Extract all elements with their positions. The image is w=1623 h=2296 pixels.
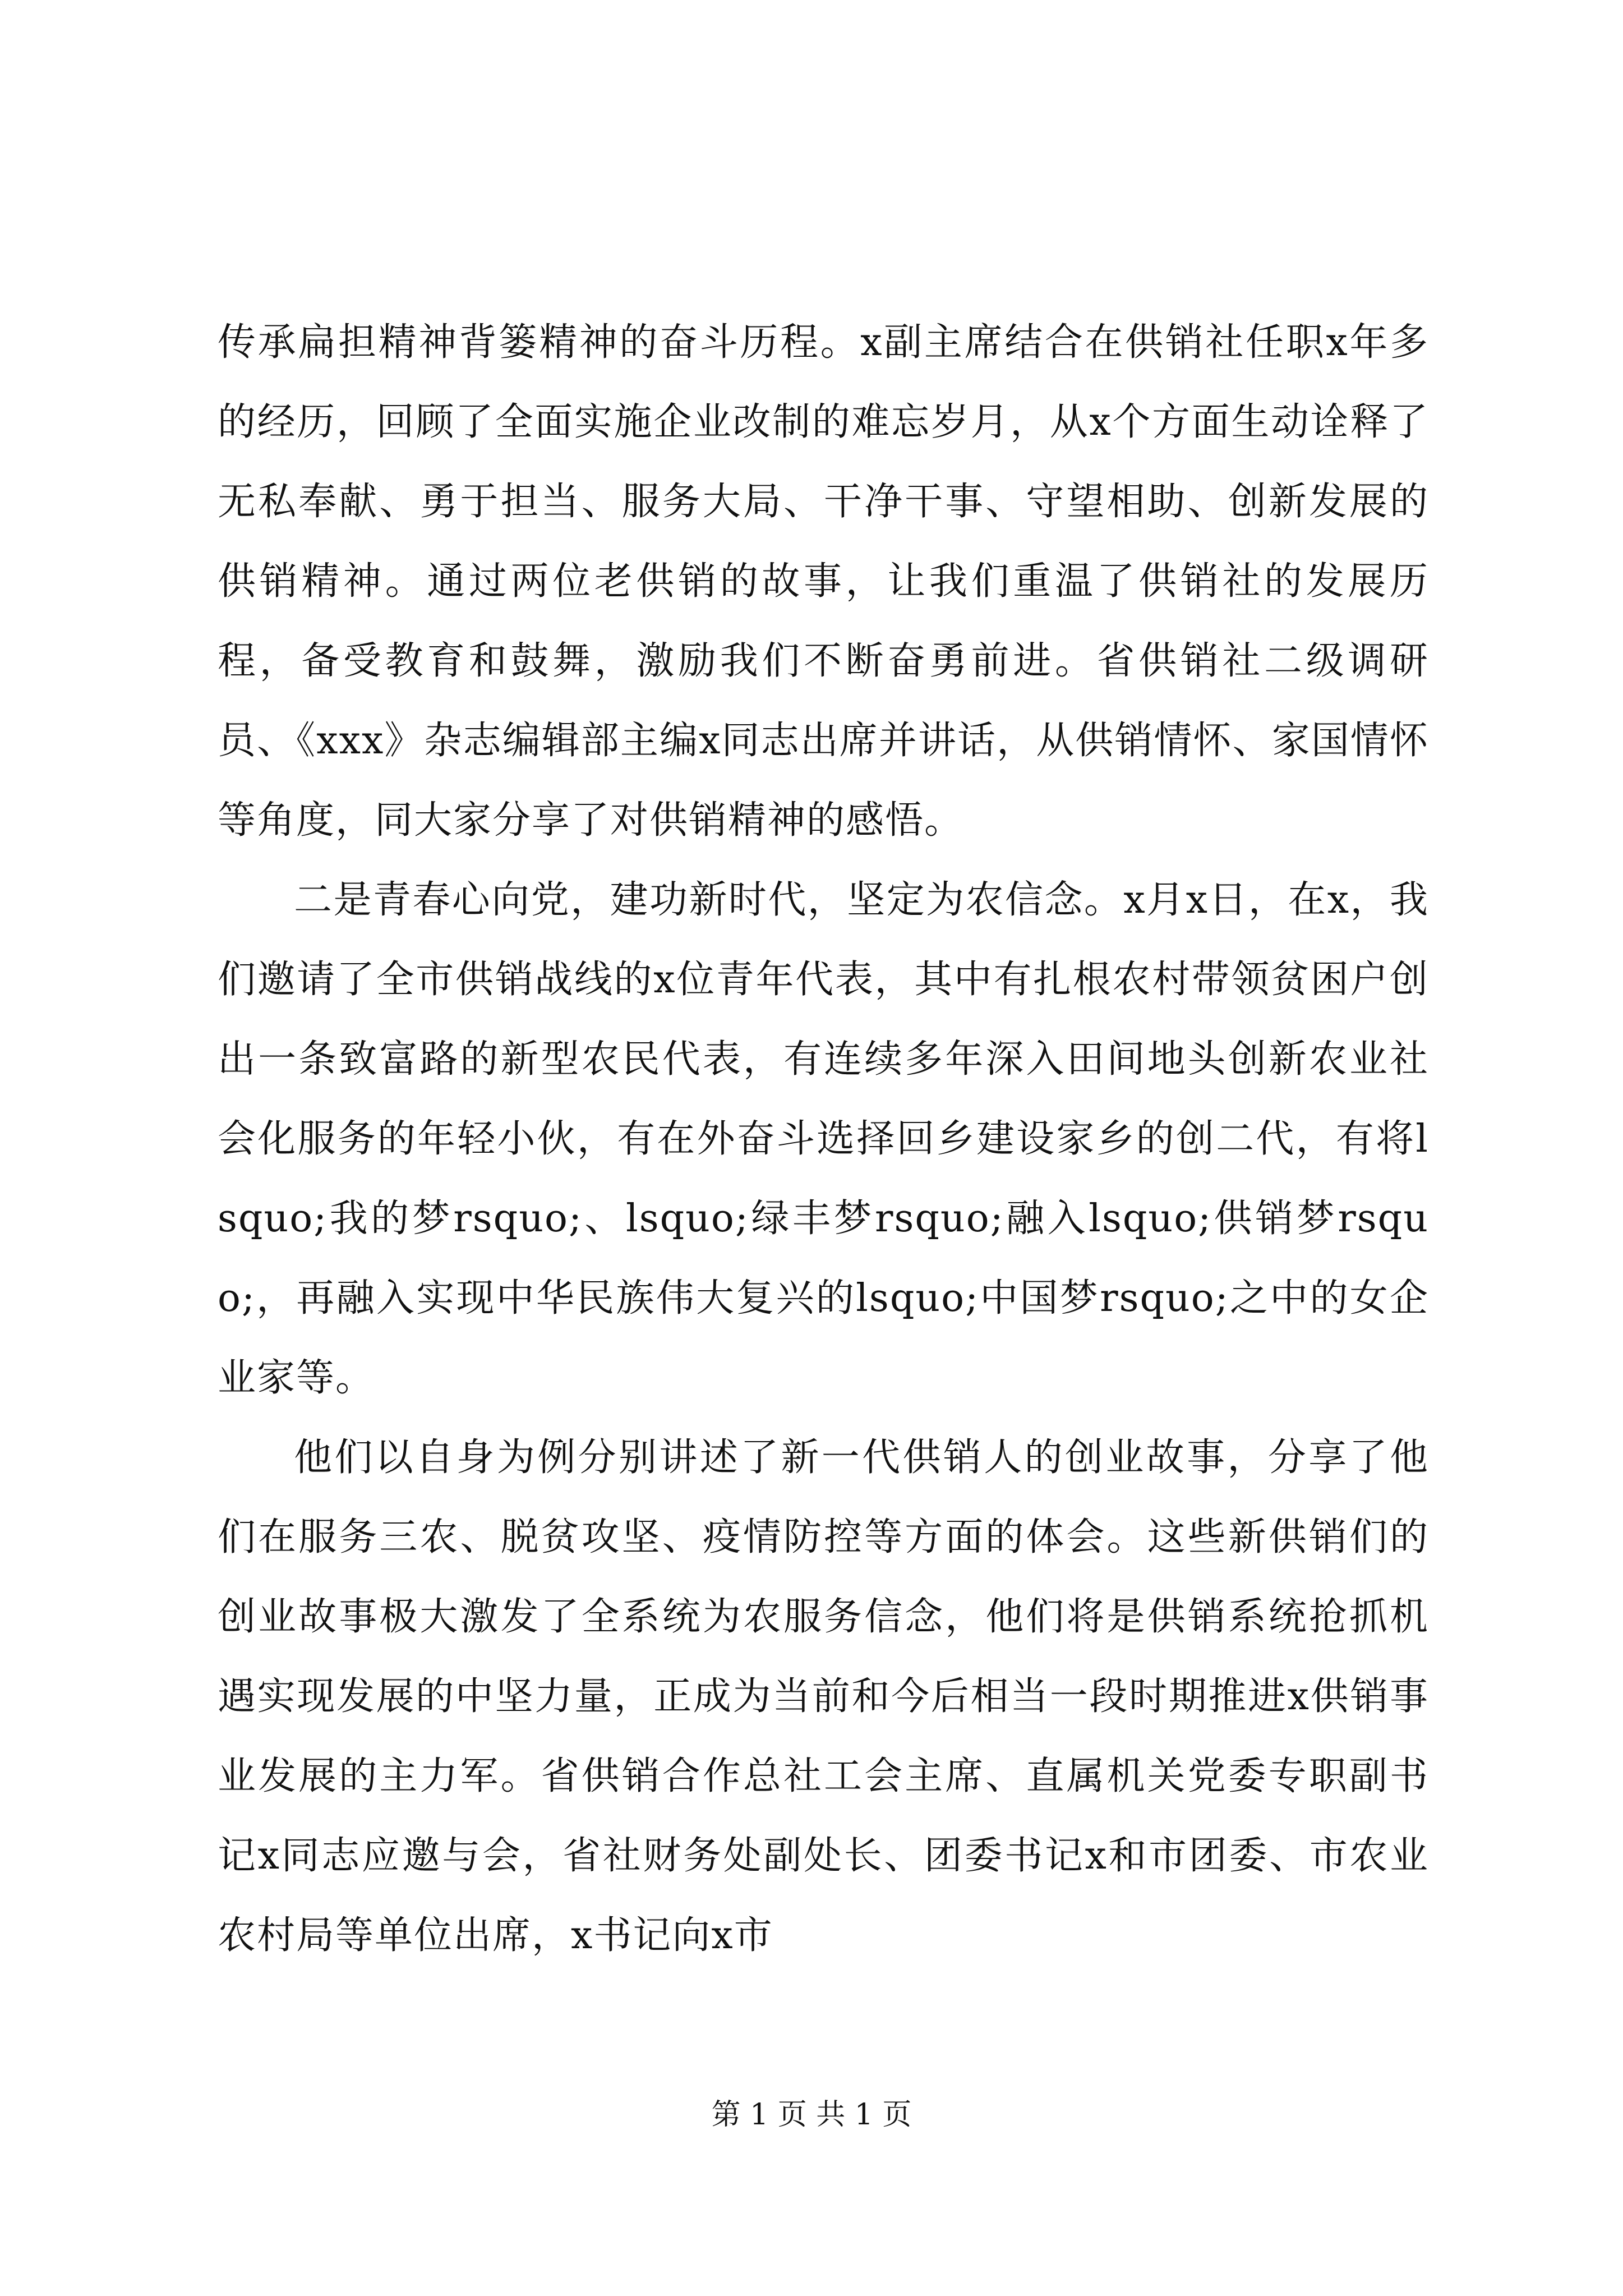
paragraph-2: 二是青春心向党，建功新时代，坚定为农信念。x月x日，在x，我们邀请了全市供销战线的x位青年代表，其中有扎根农村带领贫困户创出一条致富路的新型农民代表，有连续多年深入田间地头创新农业社会化服务的年轻小伙，有在外奋斗选择回乡建设家乡的创二代，有将lsquo;我的梦rsquo;、lsquo;绿丰梦rsquo;融入lsquo;供销梦rsquo;，再融入实现中华民族伟大复兴的lsquo;中国梦rsquo;之中的女企业家等。: [218, 878, 1429, 1400]
paragraph-1: 传承扁担精神背篓精神的奋斗历程。x副主席结合在供销社任职x年多的经历，回顾了全面实施企业改制的难忘岁月，从x个方面生动诠释了无私奉献、勇于担当、服务大局、干净干事、守望相助、创新发展的供销精神。通过两位老供销的故事，让我们重温了供销社的发展历程，备受教育和鼓舞，激励我们不断奋勇前进。省供销社二级调研员、《xxx》杂志编辑部主编x同志出席并讲话，从供销情怀、家国情怀等角度，同大家分享了对供销精神的感悟。: [218, 320, 1429, 843]
paragraph-3: 他们以自身为例分别讲述了新一代供销人的创业故事，分享了他们在服务三农、脱贫攻坚、疫情防控等方面的体会。这些新供销们的创业故事极大激发了全系统为农服务信念，他们将是供销系统抢抓机遇实现发展的中坚力量，正成为当前和今后相当一段时期推进x供销事业发展的主力军。省供销合作总社工会主席、直属机关党委专职副书记x同志应邀与会，省社财务处副处长、团委书记x和市团委、市农业农村局等单位出席，x书记向x市: [218, 1435, 1429, 1958]
page-footer: 第 1 页 共 1 页: [711, 2098, 912, 2132]
document-body: [218, 303, 1429, 1976]
